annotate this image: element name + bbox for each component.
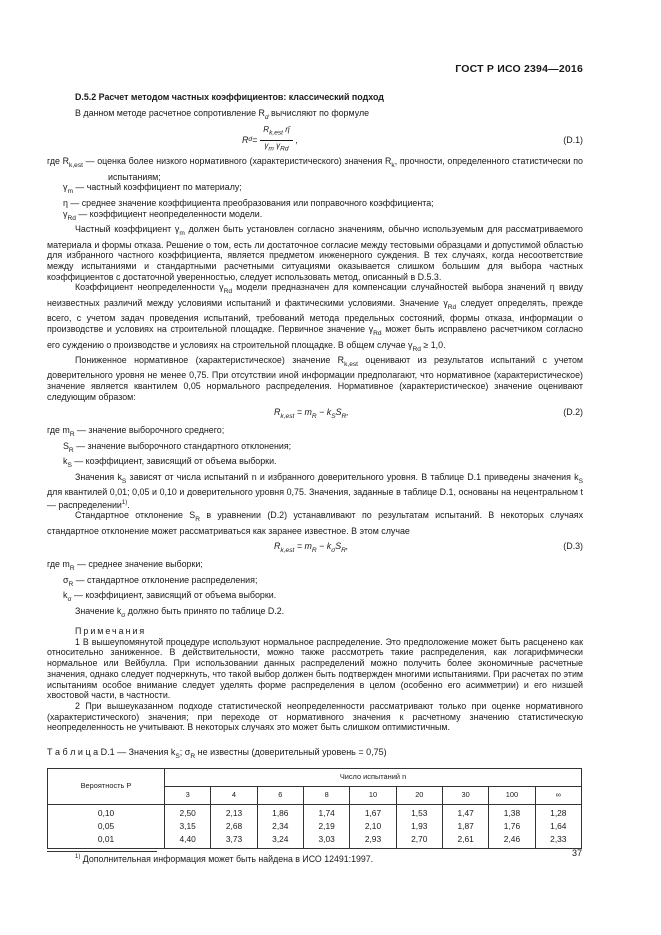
definition-item: $\sigma_R$ — стандартное отклонение распределения; xyxy=(63,574,258,588)
definition-item: где $R_{k,est}$ — оценка более низкого нормативного (характеристического) значения $R_k$, прочности, определенного статистически по испытаниям; xyxy=(47,156,583,182)
column-header-probability: Вероятность P xyxy=(48,768,165,804)
formula-d2: $R_{k,est} = m_R - k_SS_R$, (D.2) xyxy=(47,407,583,422)
cell-value: 1,64 xyxy=(535,820,581,833)
column-header-n: 6 xyxy=(257,786,303,804)
footnote: $^{1)}$ Дополнительная информация может быть найдена в ИСО 12491:1997. xyxy=(75,853,374,864)
note-1: 1 В вышеупомянутой процедуре используют нормальное распределение. Это предположение может быть расценено как относительно заниженное. В действительности, можно также рассмотреть такие распределения, как логарифмически нормальное или Вейбулла. При использовании данных распределений можно получить более экономичные расчетные значения, однако следует подчеркнуть, что такой выбор должен быть подтвержден многими испытаниями. При расчетах по этим испытаниям особое внимание следует уделять форме распределения в целом (особенно его асимметрии) и его низшей хвостовой части, в частности. xyxy=(47,636,583,701)
cell-value: 3,24 xyxy=(257,833,303,849)
paragraph: Пониженное нормативное (характеристическое) значение $R_{k,est}$ оценивают из результатов испытаний с учетом доверительного уровня не менее 0,75. При отсутствии иной информации предполагают, что нормативное (характеристическое) значение является квантилем 0,05 нормального распределения. Нормативное (характеристическое) значение оценивают следующим образом: xyxy=(47,354,583,402)
column-header-n: 20 xyxy=(396,786,442,804)
section-title: D.5.2 Расчет методом частных коэффициентов: классический подход xyxy=(75,92,384,102)
cell-value: 1,38 xyxy=(489,804,535,820)
definition-item: $k_\sigma$ — коэффициент, зависящий от объема выборки. xyxy=(63,590,277,603)
table-row xyxy=(48,804,582,820)
cell-value: 2,10 xyxy=(350,820,396,833)
cell-probability: 0,10 xyxy=(48,804,165,820)
cell-value: 2,33 xyxy=(535,833,581,849)
paragraph: Значения $k_S$ зависят от числа испытаний n и избранного доверительного уровня. В таблице D.1 приведены значения $k_S$ для квантилей 0,01; 0,05 и 0,10 и доверительного уровня 0,75. Значения, заданные в таблице D.1, основаны на нецентральном t — распределении$^{1)}$. xyxy=(47,471,583,510)
definition-item: где $m_R$ — значение выборочного среднего; xyxy=(47,425,225,438)
cell-value: 1,87 xyxy=(442,820,488,833)
cell-value: 2,34 xyxy=(257,820,303,833)
formula-number: (D.3) xyxy=(563,540,583,551)
cell-value: 1,74 xyxy=(303,804,349,820)
cell-value: 2,13 xyxy=(211,804,257,820)
column-header-n: 30 xyxy=(442,786,488,804)
table-row xyxy=(48,820,582,833)
definition-item: $\gamma_{Rd}$ — коэффициент неопределенности модели. xyxy=(63,208,263,222)
where-list-2 xyxy=(47,425,583,471)
definition-item: $k_S$ — коэффициент, зависящий от объема выборки. xyxy=(63,456,277,469)
column-header-n: 100 xyxy=(489,786,535,804)
cell-probability: 0,05 xyxy=(48,820,165,833)
cell-value: 1,47 xyxy=(442,804,488,820)
formula-d1: R d = $\frac{R_{k,est} \etā}{\gamma_m \gamma_{Rd}}$ , (D.1) xyxy=(242,125,583,153)
cell-value: 1,28 xyxy=(535,804,581,820)
table-title: Т а б л и ц а D.1 — Значения $k_S$; $\sigma_R$ не известны (доверительный уровень = 0,75) xyxy=(47,747,387,760)
column-header-n: 10 xyxy=(350,786,396,804)
formula-number: (D.2) xyxy=(563,406,583,417)
cell-value: 4,40 xyxy=(165,833,211,849)
paragraph: Коэффициент неопределенности $\gamma_{Rd}$ модели предназначен для компенсации случайностей выбора значений η ввиду неизвестных различий между условиями испытаний и фактическими условиями. Значение $\gamma_{Rd}$ следует определять, прежде всего, с учетом задач проведения испытаний, требований метода предельных состояний, формы отказа, информации о производстве и условиях на строительной площадке. Первичное значение $\gamma_{Rd}$ может быть исправлено расчетчиком согласно его суждению о производстве и условиях на строительной площадке. В общем случае $\gamma_{Rd} \ge 1,0$. xyxy=(47,282,583,353)
document-body xyxy=(47,92,583,864)
cell-value: 3,03 xyxy=(303,833,349,849)
intro-paragraph: В данном методе расчетное сопротивление $R_d$ вычисляют по формуле xyxy=(75,107,370,121)
page-number: 37 xyxy=(571,848,582,858)
table-row xyxy=(48,833,582,849)
definition-item: $\gamma_m$ — частный коэффициент по материалу; xyxy=(63,182,242,196)
column-header-tests: Число испытаний n xyxy=(165,768,582,786)
notes-title: Примечания xyxy=(75,625,147,636)
cell-value: 2,19 xyxy=(303,820,349,833)
formula-d3: $R_{k,est} = m_R - k_\sigma S_R$, (D.3) xyxy=(47,541,583,556)
where-list-1 xyxy=(47,156,583,224)
cell-value: 2,70 xyxy=(396,833,442,849)
where-list-3 xyxy=(47,559,583,605)
cell-value: 3,15 xyxy=(165,820,211,833)
cell-probability: 0,01 xyxy=(48,833,165,849)
cell-value: 2,93 xyxy=(350,833,396,849)
cell-value: 2,68 xyxy=(211,820,257,833)
column-header-n: 8 xyxy=(303,786,349,804)
paragraph: Стандартное отклонение $S_R$ в уравнении (D.2) устанавливают по результатам испытаний. В некоторых случаях стандартное отклонение может рассматриваться как заранее известное. В этом случае xyxy=(47,510,584,536)
cell-value: 1,86 xyxy=(257,804,303,820)
definition-item: η — среднее значение коэффициента преобразования или поправочного коэффициента; xyxy=(63,197,434,208)
cell-value: 1,53 xyxy=(396,804,442,820)
cell-value: 1,93 xyxy=(396,820,442,833)
column-header-n: ∞ xyxy=(535,786,581,804)
cell-value: 1,67 xyxy=(350,804,396,820)
note-2: 2 При вышеуказанном подходе статистической неопределенности рассматривают только при оценке нормативного (характеристического) значения; при переходе от нормативного значения к расчетному значению статистическую неопределенность не учитывают. В некоторых случаях это может быть слишком оптимистичным. xyxy=(47,700,583,733)
cell-value: 1,76 xyxy=(489,820,535,833)
paragraph: Значение $k_\sigma$ должно быть принято по таблице D.2. xyxy=(75,605,285,619)
definition-item: $S_R$ — значение выборочного стандартного отклонения; xyxy=(63,440,292,454)
column-header-n: 3 xyxy=(165,786,211,804)
cell-value: 2,61 xyxy=(442,833,488,849)
definition-item: где $m_R$ — среднее значение выборки; xyxy=(47,559,203,572)
cell-value: 3,73 xyxy=(211,833,257,849)
page-header: ГОСТ Р ИСО 2394—2016 xyxy=(455,63,583,75)
paragraph: Частный коэффициент $\gamma_m$ должен быть установлен согласно значениям, обычно используемым для рассматриваемого материала и формы отказа. Решение о том, есть ли достаточное согласие между тестовыми образцами и допустимой областью для избранного частного коэффициента, является предметом инженерного суждения. В тех случаях, когда несоответствие между испытаниями и стандартными расчетными ситуациями оказывается слишком большим для выбора частных коэффициентов с достаточной уверенностью, следует использовать метод, описанный в D.5.3. xyxy=(47,224,583,282)
formula-number: (D.1) xyxy=(563,134,583,145)
cell-value: 2,50 xyxy=(165,804,211,820)
column-header-n: 4 xyxy=(211,786,257,804)
ks-table xyxy=(47,768,582,849)
cell-value: 2,46 xyxy=(489,833,535,849)
